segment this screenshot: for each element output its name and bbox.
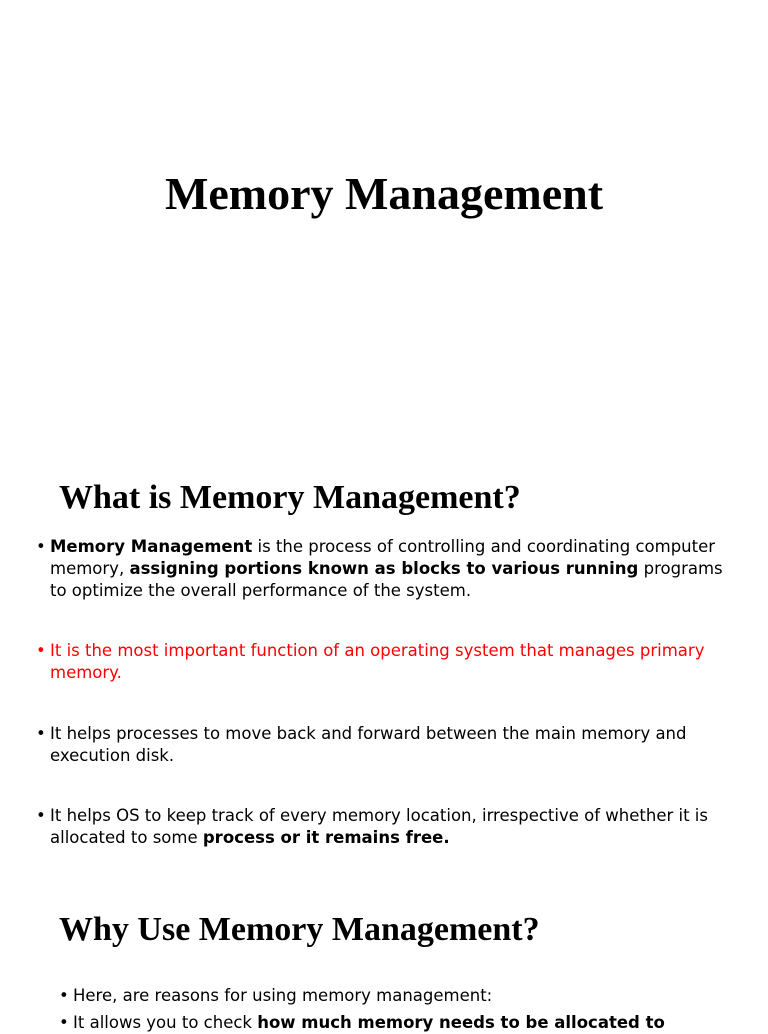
list-item-highlighted bbox=[36, 640, 736, 684]
list-item bbox=[36, 723, 736, 767]
list-item bbox=[36, 536, 736, 602]
plain-text: It allows you to check bbox=[73, 1013, 258, 1032]
plain-text: is the process of controlling and coordinating computer memory, bbox=[50, 537, 716, 578]
list-item-text: Here, are reasons for using memory management: bbox=[73, 986, 493, 1005]
bullet-icon: • bbox=[36, 806, 46, 825]
bullet-icon: • bbox=[36, 724, 46, 743]
bullet-icon: • bbox=[36, 641, 46, 660]
list-item-text bbox=[50, 536, 736, 602]
list-item-text: It is the most important function of an operating system that manages primary memory. bbox=[50, 641, 705, 682]
list-item-text bbox=[50, 805, 736, 849]
plain-text: It helps OS to keep track of every memory location, irrespective of whether it is allocated to some bbox=[50, 806, 708, 847]
bullet-icon: • bbox=[59, 986, 69, 1005]
document-title: Memory Management bbox=[164, 168, 604, 219]
bold-text: assigning portions known as blocks to various running bbox=[129, 559, 639, 578]
list-item bbox=[36, 805, 736, 849]
plain-text: programs to optimize the overall performance of the system. bbox=[50, 559, 723, 600]
bullet-icon: • bbox=[59, 1013, 69, 1032]
section-heading-why-use: Why Use Memory Management? bbox=[59, 911, 540, 948]
list-item bbox=[59, 985, 759, 1007]
bold-text: how much memory needs to be allocated to bbox=[257, 1013, 665, 1032]
bold-text: process or it remains free. bbox=[202, 828, 450, 847]
section-heading-what-is: What is Memory Management? bbox=[59, 479, 521, 516]
list-item bbox=[59, 1012, 759, 1034]
bold-text: Memory Management bbox=[50, 537, 253, 556]
bullet-icon: • bbox=[36, 537, 46, 556]
list-item-text bbox=[73, 1012, 759, 1034]
list-item-text: It helps processes to move back and forward between the main memory and execution disk. bbox=[50, 724, 687, 765]
